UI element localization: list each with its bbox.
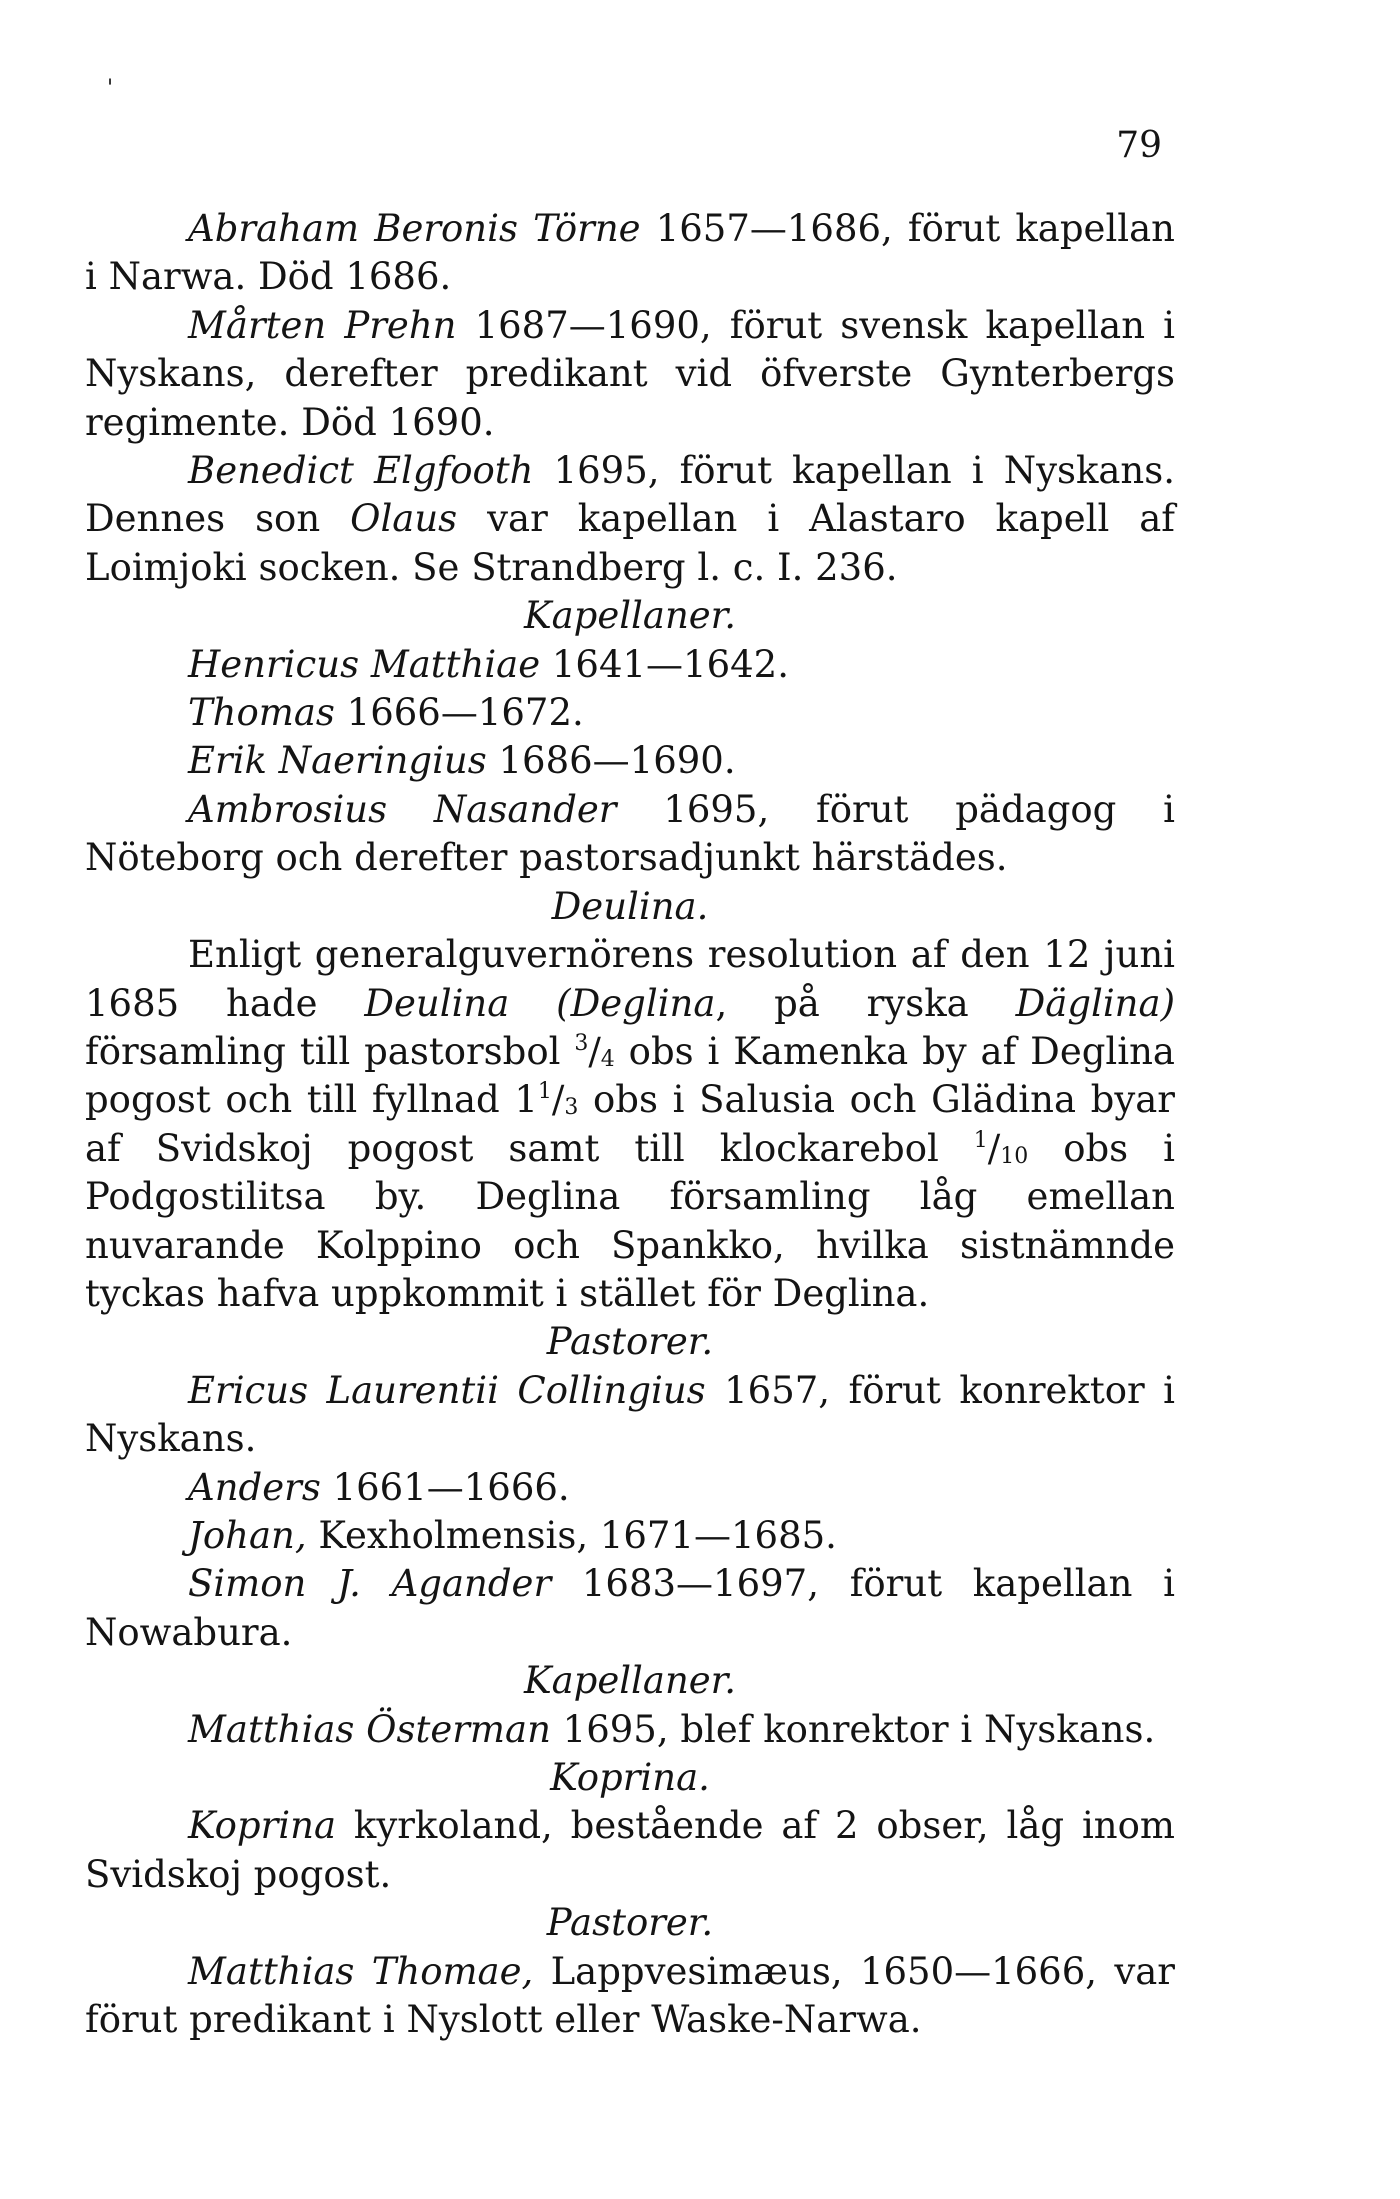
person-name: Ambrosius Nasander — [188, 787, 617, 831]
entry-elgfooth — [85, 447, 1175, 592]
section-heading-kapellaner: Kapellaner. — [523, 1659, 737, 1703]
section-heading-pastorer: Pastorer. — [546, 1320, 714, 1364]
entry-text: 1657—1686, förut kapellan i Narwa. Död 1686. — [85, 207, 1176, 299]
person-name: Matthias Österman — [188, 1707, 551, 1751]
entry-text: 1683—1697, förut kapellan i Nowabura. — [85, 1562, 1175, 1654]
section-heading-kapellaner: Kapellaner. — [523, 594, 737, 638]
person-name: Anders — [188, 1465, 321, 1509]
entry-agander — [85, 1560, 1175, 1657]
fraction-denominator: 3 — [564, 1095, 579, 1121]
entry-years: 1661—1666. — [320, 1465, 570, 1509]
kapellaner-list — [85, 641, 1175, 786]
section-heading-deulina: Deulina. — [551, 884, 709, 928]
entry-text: 1695, förut kapellan i Nyskans. Dennes son — [85, 449, 1176, 541]
fraction-numerator: 1 — [537, 1079, 552, 1105]
place-name: Koprina — [188, 1804, 337, 1848]
list-item — [188, 641, 1175, 689]
koprina-paragraph — [85, 1802, 1175, 1899]
place-name: Däglina) — [1015, 981, 1176, 1025]
person-name: Benedict Elgfooth — [188, 449, 534, 493]
entry-collingius — [85, 1367, 1175, 1464]
text-run: församling till pastorsbol — [85, 1029, 575, 1073]
person-name: Henricus Matthiae — [188, 642, 541, 686]
entry-text: 1695, förut pädagog i Nöteborg och derefter pastorsadjunkt härstädes. — [85, 787, 1176, 880]
list-item — [188, 737, 1175, 785]
entry-nasander — [85, 786, 1175, 883]
fraction: $^1/_{10}$ — [973, 1126, 1029, 1170]
person-name: Matthias Thomae, — [188, 1949, 534, 1993]
list-item — [188, 689, 1175, 737]
fraction: $^1/_3$ — [537, 1078, 579, 1122]
person-name: Abraham Beronis Törne — [188, 207, 641, 250]
stray-mark: ' — [107, 76, 114, 101]
entry-torne — [85, 205, 1175, 302]
pastorer-list — [85, 1464, 1175, 1561]
page-text — [85, 205, 1175, 2044]
entry-text: Kexholmensis, 1671—1685. — [306, 1513, 837, 1557]
section-heading-pastorer: Pastorer. — [546, 1901, 714, 1945]
entry-text: 1695, blef konrektor i Nyskans. — [550, 1707, 1156, 1751]
text-run: , på ryska — [715, 981, 1016, 1025]
entry-prehn — [85, 302, 1175, 447]
entry-thomae — [85, 1948, 1175, 2045]
text-run: obs i Podgostilitsa by. Deglina församling låg emellan nuvarande Kolppino och Spankko, hvilka sistnämnde tyckas hafva uppkommit i stället för Deglina. — [85, 1126, 1175, 1315]
fraction-denominator: 4 — [600, 1046, 615, 1072]
text-run: obs i Salusia och Glädina byar af Svidskoj pogost samt till klockarebol — [85, 1078, 1175, 1170]
person-name: Erik Naeringius — [188, 739, 487, 783]
place-name: Deulina (Deglina — [364, 981, 716, 1025]
text-run: Enligt generalguvernörens resolution af den 12 juni 1685 hade — [85, 933, 1175, 1025]
entry-text: 1657, förut konrektor i Nyskans. — [85, 1368, 1175, 1461]
deulina-paragraph — [85, 931, 1175, 1318]
list-item — [188, 1464, 1175, 1512]
entry-text: 1687—1690, förut svensk kapellan i Nyskans, derefter predikant vid öfverste Gynterbergs regimente. Död 1690. — [85, 303, 1175, 444]
person-name: Johan, — [188, 1513, 307, 1557]
person-name: Ericus Laurentii Collingius — [188, 1368, 706, 1412]
person-name: Olaus — [350, 497, 458, 541]
person-name: Thomas — [188, 691, 335, 735]
section-heading-koprina: Koprina. — [550, 1756, 710, 1799]
page-number: 79 — [1116, 125, 1162, 166]
entry-years: 1666—1672. — [334, 691, 584, 735]
entry-osterman — [85, 1706, 1175, 1754]
text-run: obs i Kamenka by af Deglina pogost och till fyllnad 1 — [85, 1029, 1175, 1122]
fraction-denominator: 10 — [1000, 1143, 1029, 1169]
fraction-numerator: 1 — [973, 1127, 988, 1153]
list-item — [188, 1512, 1175, 1560]
entry-years: 1641—1642. — [540, 642, 789, 686]
fraction: $^3/_4$ — [574, 1029, 615, 1073]
entry-text: var kapellan i Alastaro kapell af Loimjoki socken. Se Strandberg l. c. I. 236. — [85, 497, 1175, 589]
entry-years: 1686—1690. — [486, 739, 736, 783]
entry-text: Lappvesimæus, 1650—1666, var förut predikant i Nyslott eller Waske-Narwa. — [85, 1949, 1175, 2042]
entry-text: kyrkoland, bestående af 2 obser, låg inom Svidskoj pogost. — [85, 1804, 1175, 1896]
person-name: Simon J. Agander — [188, 1562, 552, 1606]
person-name: Mårten Prehn — [188, 303, 457, 347]
fraction-numerator: 3 — [574, 1030, 589, 1056]
